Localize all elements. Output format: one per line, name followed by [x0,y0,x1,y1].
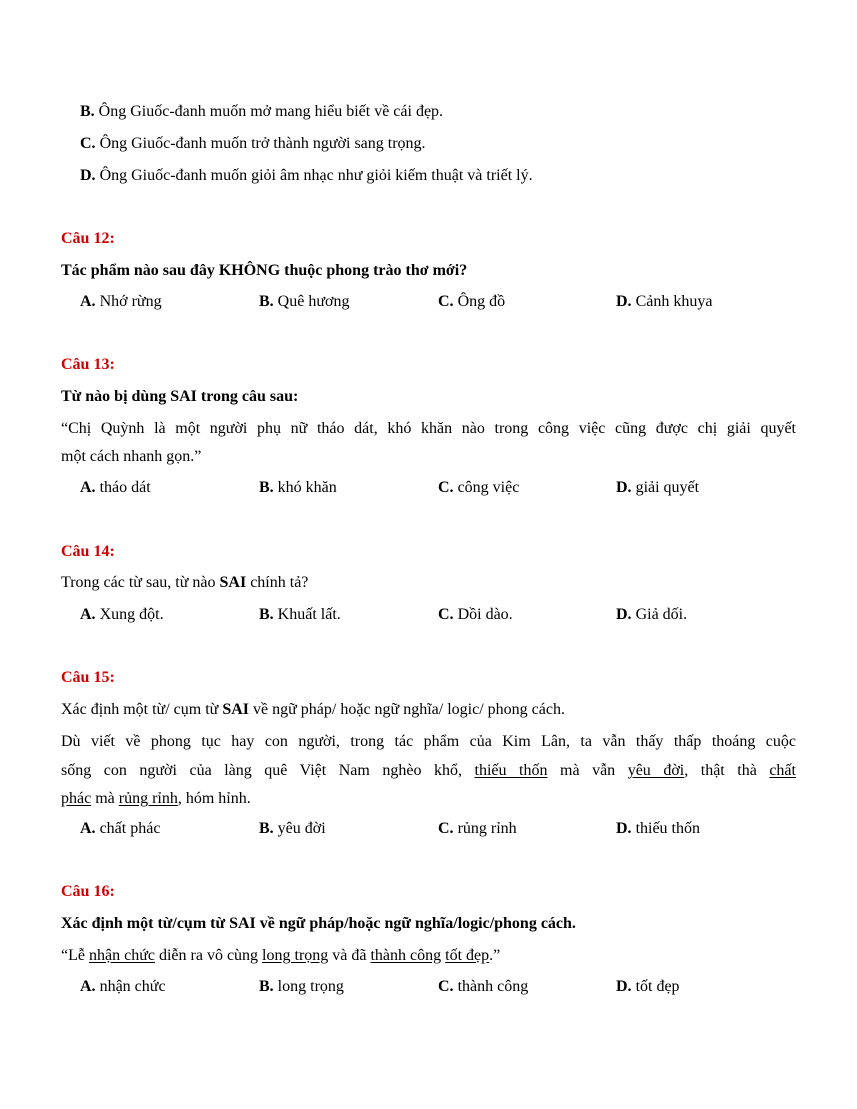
question-16-quote: “Lễ nhận chức diễn ra vô cùng long trọng và đã thành công tốt đẹp.” [61,947,501,964]
prev-option-b: B. Ông Giuốc-đanh muốn mở mang hiểu biết về cái đẹp. [80,103,444,120]
question-15-prompt: Xác định một từ/ cụm từ SAI về ngữ pháp/ hoặc ngữ nghĩa/ logic/ phong cách. [61,701,565,718]
question-15-passage-line-2: sống con người của làng quê Việt Nam nghèo khổ, thiếu thốn mà vẫn yêu đời, thật thà chất [61,762,796,779]
question-14-prompt: Trong các từ sau, từ nào SAI chính tả? [61,574,309,591]
question-13-options [80,478,796,498]
question-13-option-b: B. khó khăn [259,479,337,496]
question-15-options [80,819,796,839]
question-16-option-c: C. thành công [438,978,529,995]
question-16-label: Câu 16: [61,883,115,900]
question-13-prompt: Từ nào bị dùng SAI trong câu sau: [61,388,299,405]
question-15-option-a: A. chất phác [80,820,161,837]
question-14-option-a: A. Xung đột. [80,606,164,623]
question-13-label: Câu 13: [61,356,115,373]
question-13-option-a: A. tháo dát [80,479,151,496]
question-14-option-d: D. Giả dối. [616,606,688,623]
question-14-option-b: B. Khuất lất. [259,606,341,623]
question-15-passage-line-3: phác mà rủng rỉnh, hóm hỉnh. [61,790,251,807]
question-13-option-d: D. giải quyết [616,479,700,496]
question-15-passage-line-1: Dù viết về phong tục hay con người, trong tác phẩm của Kim Lân, ta vẫn thấy thấp thoáng cuộc [61,733,796,750]
question-12-label: Câu 12: [61,230,115,247]
question-15-label: Câu 15: [61,669,115,686]
question-16-option-b: B. long trọng [259,978,344,995]
question-16-options [80,977,796,997]
question-12-option-a: A. Nhớ rừng [80,293,162,310]
question-16-prompt: Xác định một từ/cụm từ SAI về ngữ pháp/hoặc ngữ nghĩa/logic/phong cách. [61,915,576,932]
question-13-option-c: C. công việc [438,479,520,496]
prev-option-d: D. Ông Giuốc-đanh muốn giỏi âm nhạc như giỏi kiếm thuật và triết lý. [80,167,533,184]
question-12-option-b: B. Quê hương [259,293,350,310]
question-14-options [80,605,796,625]
question-12-option-d: D. Cảnh khuya [616,293,713,310]
prev-option-c: C. Ông Giuốc-đanh muốn trở thành người sang trọng. [80,135,426,152]
question-12-prompt: Tác phẩm nào sau đây KHÔNG thuộc phong trào thơ mới? [61,262,468,279]
question-12-options [80,292,796,312]
question-15-option-c: C. rủng rỉnh [438,820,517,837]
question-13-quote-line-2: một cách nhanh gọn.” [61,448,202,465]
question-14-option-c: C. Dồi dào. [438,606,513,623]
question-12-option-c: C. Ông đồ [438,293,506,310]
question-16-option-a: A. nhận chức [80,978,166,995]
question-14-label: Câu 14: [61,543,115,560]
question-15-option-b: B. yêu đời [259,820,326,837]
question-16-option-d: D. tốt đẹp [616,978,680,995]
question-15-option-d: D. thiếu thốn [616,820,700,837]
question-13-quote-line-1: “Chị Quỳnh là một người phụ nữ tháo dát, khó khăn nào trong công việc cũng được chị giải quyết [61,420,796,437]
